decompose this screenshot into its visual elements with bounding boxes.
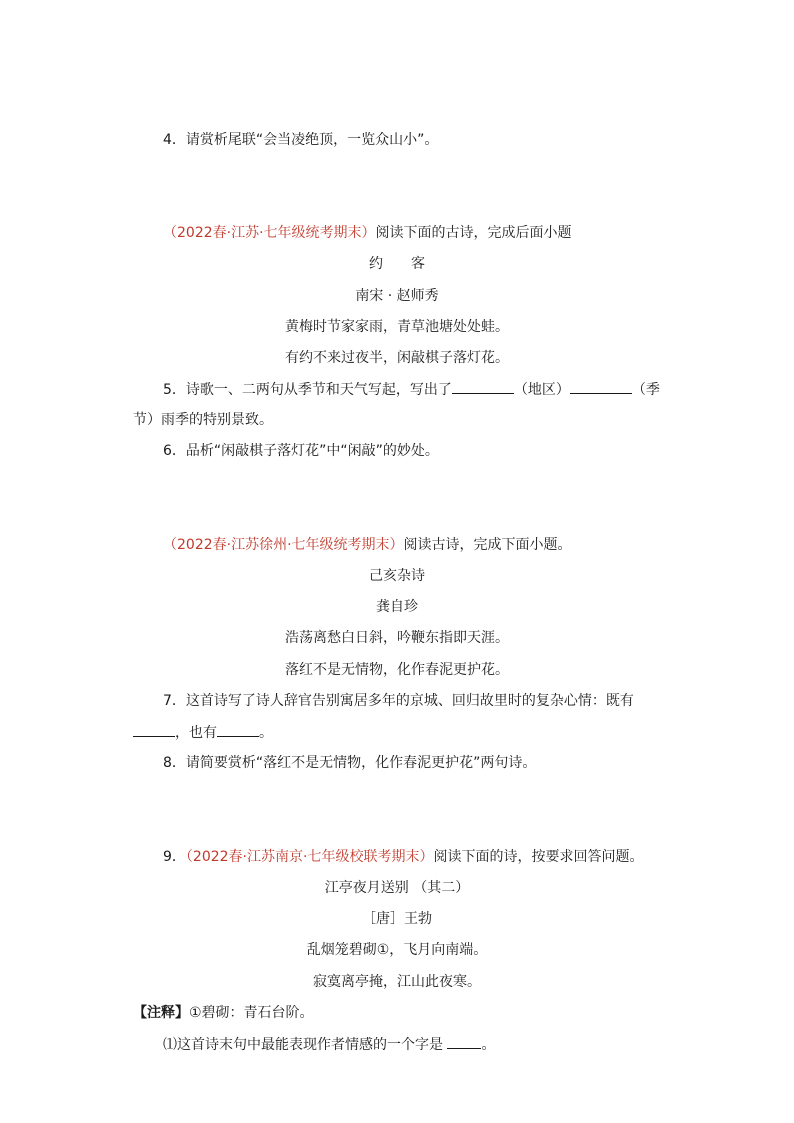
question-7-cont: [133, 722, 273, 743]
poem-author: 南宋 · 赵师秀: [355, 288, 439, 304]
source-citation: （2022春·江苏南京·七年级校联考期末）: [185, 849, 434, 865]
question-text: （季: [631, 382, 660, 398]
question-text: 5．诗歌一、二两句从季节和天气写起，写出了: [163, 382, 452, 398]
answer-blank[interactable]: [570, 379, 632, 394]
question-5-cont: 节）雨季的特别景致。: [133, 412, 273, 428]
question-text: （地区）: [513, 382, 570, 398]
answer-blank[interactable]: [217, 722, 259, 737]
poem-line: 浩荡离愁白日斜，吟鞭东指即天涯。: [285, 630, 509, 646]
annotation-text: ①碧砌：青石台阶。: [189, 1005, 314, 1021]
poem-line: 黄梅时节家家雨，青草池塘处处蛙。: [285, 319, 509, 335]
answer-blank[interactable]: [447, 1034, 481, 1049]
question-text: ⑴这首诗末句中最能表现作者情感的一个字是: [163, 1037, 448, 1053]
question-text: 。: [481, 1037, 496, 1053]
poem-title: 己亥杂诗: [369, 568, 425, 584]
section-2-header: [163, 535, 572, 555]
question-5: [163, 379, 660, 400]
instruction: 阅读下面的诗，按要求回答问题。: [433, 849, 644, 865]
answer-blank[interactable]: [452, 379, 514, 394]
question-7: 7．这首诗写了诗人辞官告别寓居多年的京城、回归故里时的复杂心情：既有: [163, 693, 634, 709]
question-number: 9．: [163, 849, 186, 865]
answer-blank[interactable]: [133, 722, 175, 737]
poem-line: 落红不是无情物，化作春泥更护花。: [285, 662, 509, 678]
question-text: 。: [259, 725, 273, 741]
question-6: 6．品析“闲敲棋子落灯花”中“闲敲”的妙处。: [163, 443, 439, 459]
instruction: 阅读古诗，完成下面小题。: [403, 537, 572, 553]
annotation-label: 【注释】: [133, 1005, 189, 1021]
question-8: 8．请简要赏析“落红不是无情物，化作春泥更护花”两句诗。: [163, 755, 537, 771]
poem-author: ［唐］王勃: [362, 911, 432, 927]
question-text: ，也有: [175, 725, 217, 741]
section-1-header: [163, 223, 572, 243]
source-citation: （2022春·江苏徐州·七年级统考期末）: [163, 537, 404, 553]
question-9-1: [163, 1034, 495, 1055]
poem-author: 龚自珍: [376, 599, 418, 615]
question-4: 4．请赏析尾联“会当凌绝顶，一览众山小”。: [163, 132, 439, 148]
source-citation: （2022春·江苏·七年级统考期末）: [163, 225, 376, 241]
poem-line: 寂寞离亭掩，江山此夜寒。: [313, 974, 481, 990]
annotation: [133, 1003, 314, 1023]
instruction: 阅读下面的古诗，完成后面小题: [375, 225, 572, 241]
poem-line: 有约不来过夜半，闲敲棋子落灯花。: [285, 350, 509, 366]
poem-title: 江亭夜月送别 （其二）: [324, 880, 470, 896]
poem-title: 约 客: [369, 256, 425, 272]
section-3-header: [163, 847, 643, 867]
poem-line: 乱烟笼碧砌①，飞月向南端。: [306, 942, 488, 958]
